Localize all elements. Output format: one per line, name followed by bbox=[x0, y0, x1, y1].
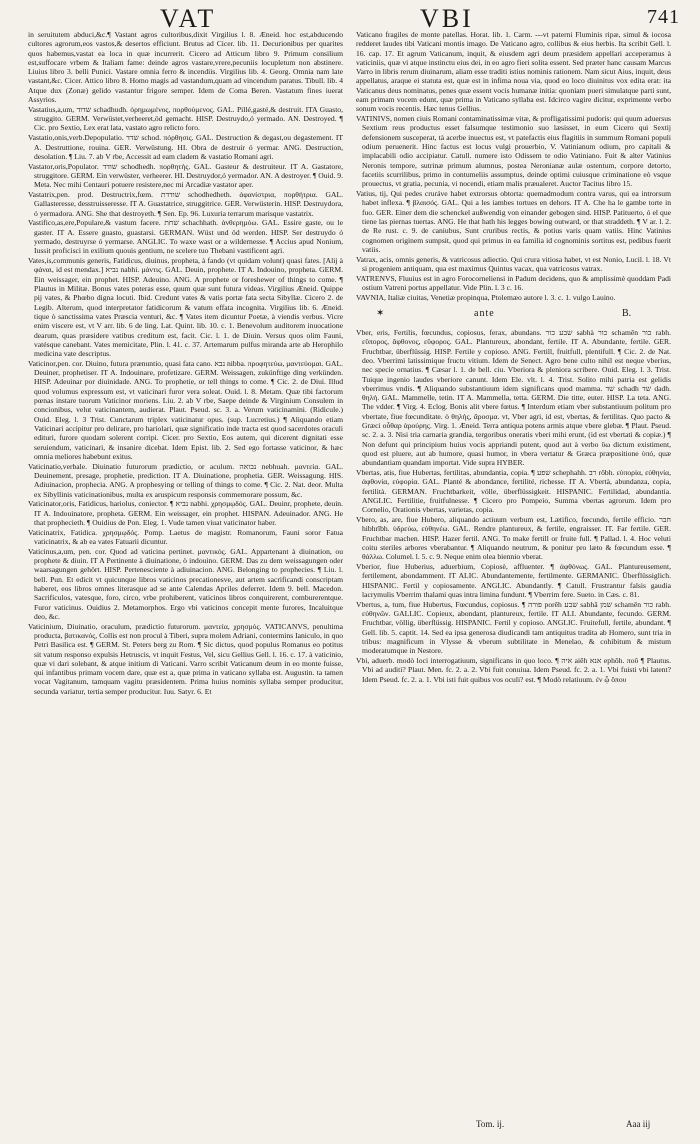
header-right-word: VBI bbox=[420, 4, 474, 33]
entry-paragraph: Vates,is,communis generis, Fatidicus, diuinus, propheta, à fando (vt quidam volunt) quasi fates. [Alij à φάναι, id est mendax.] נביא nabhi. μάντις. GAL. Deuin, prophete. IT A. Indouino, propheta. GERM. Ein weissager, ein prophet. HISP. Adeuino. ANG. A prophete or foreshewer of things to come. ¶ Plautus in Militæ. Bonus vates poteras esse, quum quæ sunt futura videas. Virgilius Æneid. Quippe pij vates, & Phœbo digna locuti. Ibid. Credunt vates & vatis portæ fata secta Sibyllæ. Cicero 2. de Legib. Alterum, quod interpretator fatidicorum & vatum effata incognita. Virgilius lib. 6. Æneid. tique ò sanctissima vates Præscia venturi, &c. ¶ Vates item dicuntur Poetæ, à viendis verbus. Vicre enim viscere est, vt V arr. lib. 6 de ling. Lat. Quint. lib. 10. c. 1. Benevolum auditorem inuocatione dearum, quas præsidere vatibus creditum est, facit. Cic. l. 1. de Diuin. Versus quos olim Fauni, vatésque canebant. Vates memicitate, Plin. l. 41. c. 37. Artemarum pulfus miranda arte ab Herophilo medicina vate descriptus. bbox=[28, 256, 343, 359]
entry-paragraph: VAVNIA, Italiæ ciuitas, Venetiæ propinqua, Ptolemæo autore l. 3. c. 1. vulgo Lauino. bbox=[356, 292, 616, 302]
entry-paragraph: Vbertus, a, tum, fiue Hubertus, Fœcundus, copiosus. ¶ פורה porêh שבע sabhâ שמן schamên כור rabh. εὐθηνῶν. GALLIC. Copieux, abondant, plantureux, fertile. IT ALI. Abundante, fecundo. GERM. Fruchtbar, völlig, überflüssig. HISPANIC. Fertil y copioso. ANGLIC. Fruitefull, fertile, abundant. ¶ Gell. lib. 5. captit. 14. Sed ea ipsa generosa diudicandi tam antiquitus tradita ab Homero, sunt tria in tribus: magnificum in Vlysse & vberum subtilitate in Menelao, & cohibitum & mistum moderatumque in Nestore. bbox=[356, 599, 671, 656]
header-left-word: VAT bbox=[160, 4, 217, 33]
entry-paragraph: Vaticinor,pen. cor. Diuino, futura prænuntio, quasi fata cano. נבא nibba. προφητεύω, μαντεύομαι. GAL. Deuiner, prophetiser. IT A. Indouinare, profetizare. GERM. Weissagen, zukünftige ding verkünden. HISP. Adeuinar por diuinidade. ANG. To prophetie, or tell things to come. ¶ Cic. 2. de Diui. Illud quod volumus expressum est, vt vaticinari furor vera soleat. Ouid. l. 8. Metam. Quæ tibi factorum pœnas instare tuorum Vaticinor moriens. Liu. 2. ab V rbe, Saepe deinde & Virginium Consulem in concionibus, velut vaticinantem, audierat. Plaut. Pseud. sc. 3. a. Verum vaticinamini. (Ridicule.) Ouid. Eleg. l. 3 Trist. Cunctarum triplex vaticinatur opus. (sup. Lucretius.) ¶ Aliquando etiam Vaticinari accipitur pro delirare, pro hariolari, quæ significatio inde tracta est quod sacerdotes oraculi edituri, furore quodam solerent corripi. Cicer. pro Sextio, Eos autem, qui dicerent dignitati esse seruiendum, vaticinari, & insanire dicebat. Idem Epist. lib. 2. Sed ego fortasse vaticinor, & hæc omnia meliores habebunt exitus. bbox=[28, 358, 343, 461]
right-column bbox=[356, 30, 671, 1120]
entry-paragraph: Vastatrix,pen. prod. Destructrix,fœm. שודדת schodhedheth. ἀφανίστρια, πορθήτρια. GAL. Gallasteresse, desstruisseresse. IT A. Guastatrice, struggitrice. GER. Verwüsterin. HISP. Destruydora, ó yermadora. ANG. She that destroyeth. ¶ Sen. Ep. 96. Luxuria terrarum marisque vastatrix. bbox=[28, 190, 343, 218]
star-ornament-icon: ✶ bbox=[376, 308, 385, 320]
section-heading-letter: B. bbox=[622, 308, 632, 320]
entry-paragraph: Vastifico,as,ere,Populare,& vastum facere. שחת schachhath. ἀνθερημόω. GAL. Essire gaste, ou le gaster. IT A. Essere guasto, guastarsi. GERMAN. Wüst und öd werden. HISP. Ser destruydo ó yermado, destruyrse ó yermarse. ANGLIC. To waxe wast or a wildernesse. ¶ Accius apud Nonium, Iussit proficisci in exilium quouis gentium, ne scelere tuo Thebani vastificent agri. bbox=[28, 218, 343, 256]
entry-paragraph: Vastator,oris,Populator. שודד schodhedh. πορθητής. GAL. Gasteur & destruiteur. IT A. Gastatore, struggitore. GERM. Ein verwüster, verheerer. HI. Destruydor,ó yermador. AN. A destroyer. ¶ Ouid. 9. Meta. Nec mihi Centauri potuere resistere,nec mi Arcadiæ vastator aper. bbox=[28, 161, 343, 190]
signature-mark: Aaa iij bbox=[626, 1119, 651, 1129]
entry-paragraph: Vaticinium, Diuinatio, oraculum, prædictio futurorum. μαντεία, χρησμός. VATICANVS, penultima producta, βατικανός, Collis est non procul à Tiberi, supra molem Adriani, contermins Ianiculo, in quo Petri Basilica est. ¶ GERM. St. Peters berg zu Rom. ¶ Sic dictus, quod populus Romanus eo potitus sit vatum responso expulsis Hetruscis, vt inquit Festus, Vel, sicu Gellius Gell. l. 16. c. 17. à vaticinio, quæ vi dari solebant, & atque initium di Vaticani. Varro scribit Vaticanum deum in eo monte fuisse, qui infantibus primam vocem dare, quæ est a, quæ prima in vaticano syllaba est. Augustin. ta tamen vocat Vagitanum, tamquam vagitu præsidentem. Prima huius nominis syllaba semper producitur, secunda variatur, tertia semper producitur. Iuu. Satyr. 6. Et bbox=[28, 621, 343, 696]
entry-paragraph: Vbero, as, are, fiue Hubero, aliquando actiuum verbum est, Lætifico, fœcundo, fertile efficio. חבר hibhrîbh. ὑδρεύω, εὐθηνέω. GAL. Rendre plantureux, & fertile, engraisser. IT. Far fertile. GER. Fruchtbar machen. HISP. Hazer fertil. ANG. To make fertill or fruite full. ¶ Pallad. l. 4. Hoc veluti coitu steriles arbores vberabantur. ¶ Aliquando neutrum, & ponitur pro læto & fœcundum esse. ¶ θάλλω. Columel. l. 5. c. 9. Neque enim olea biennio vberat. bbox=[356, 515, 671, 562]
entry-paragraph: Vastatius,a,um, שדוד schadhudh. ὀρημωμένος, πορθούμενος. GAL. Pillé,gasté,& destruit. ITA Guasto, struggito. GERM. Verwüstet,verheeret,öd gemacht. HISP. Destruydo,ó yermado. AN. Destroyed. ¶ Cic. pro Sextio, Lex erat lata, vastato agro relicto foro. bbox=[28, 104, 343, 133]
entry-paragraph: Vaticinatrix, Fatidica. χρησμῳδός. Pomp. Laetus de magistr. Romanorum, Fauni soror Fatua vaticinatrix, & ab ea vates Fatuarii dicuntur. bbox=[28, 527, 343, 547]
volume-label: Tom. ij. bbox=[476, 1119, 505, 1129]
entry-paragraph: Vaticinatio,verbale. Diuinatio futurorum prædictio, or aculum. נבואה nebhuah. μαντεία. GAL. Deuinement, presage, prophetie, prediction. IT A. Diuinatione, prophetia. GER. Weissagung. HIS. Adiuinacion, prophecia. ANG. A prophesying or telling of things to come. ¶ Cic. 2. Nat. deor. Multa ex Sibyllinis vaticinationibus, multa ex aruspicum responsis commemorare possum, &c. bbox=[28, 461, 343, 499]
section-heading-word: ante bbox=[474, 308, 495, 320]
entry-paragraph: VATINIVS, nomen ciuis Romani contaminatissimæ vitæ, & profligatissimi pudoris: qui quum aduersus Sextium reus productus esset falsumque testimonio suo læsisset, in eum Cicero qui Sextij defensionem susceperat, tà acerbe inuectus est, vt patefactis eius flagitiis in summum Romani populi odium peruenerit. Hinc factus est locus vulgi prouerbio, V. Vatinianum odium, pro capitali & implacabili odio accipiatur. Catull. numere isto Odissem te odio Vatiniano. Fuit & alter Vatinius Neronis tempore, sutrinæ primum alumnus, postea Neronianæ aulæ ostentum, corpore detorto, facetiis scurrilibus, primo in contumeliis assumptus, deinde optimi cuiusque criminatione eò vsque prouectus, vt gratia, pecunia, vi nocendi, etiam malis præualeret. Auctor Tacitus libro 15. bbox=[356, 114, 671, 189]
entry-paragraph: Vastatio,onis,verb.Depopulatio. שדד schod. πόρθησις. GAL. Destruction & degast,ou degastement. IT A. Destruttione, rouina. GER. Verwüstung. HI. Obra de destruir ó yermar. ANG. Destruction, desolation. ¶ Liu. 7. ab V rbe, Accessit ad eam cladem & vastatio Romani agri. bbox=[28, 133, 343, 161]
entry-paragraph: Vaticinus,a,um, pen. cor. Quod ad vaticina pertinet. μαντικός. GAL. Appartenant à diuination, ou prophete & diuin. IT A Pertinente à diuinatione, ò indouino. GERM. Das zu dem weissagungen oder waarsagungen gehört. HISP. Pertenesciente à adiuinacion. ANG. Belonging to prophecies. ¶ Liu. l. bell. Pun. Et edicit vt quicunque libros vaticinos precationesve, aut artem sacrificandi conscriptam haberet, eos libros omnes literasque ad se ante Calendas Apriles deferret. Idem 9. bell. Macedon. Sacrificulos, vatesque, foro, circo, vrbe prohiberent, vaticinos libros conquirerent, comburerentque. Furor vaticinus. Ouidius 2. Metamorphos. Ergo vbi vaticinos concepit mente furores, Incaluitque deo, &c. bbox=[28, 546, 343, 621]
entry-paragraph: Vaticano fragiles de monte patellas. Horat. lib. 1. Carm. ---vt paterni Fluminis ripæ, simul & iocosa redderet laudes tibi Vaticani montis imago. De Vaticano agro, collibus & eius herbis. Ita scribit Gell. l. 16. cap. 17. Et agrum Vaticanum, inquit, & eiusdem agri deum præsidem appellari acceperamus à vaticiniis, quæ vi atque instinctu eius dei, in eo agro fieri solita essent. Sed præter hanc causam Marcus Varro in libris rerum diuinarum, aliam esse traditi istius nominis rationem. Nam sicut Aius, inquit, deus appellatus, araque ei statuta est, quæ est in infima noua via, quod eo loco diuinitus vox edita erat: ita Vaticanus deus nominatus, penes quæ essent vocis humanæ initia: quoniam pueri simulatque parti sunt, eam primam vocem edunt, quæ prima in Vaticano syllaba est. Idcirco vagire dicitur, exprimente verbo sonum vocis recentis. Hæc tenus Gellius. bbox=[356, 30, 671, 114]
entry-paragraph: Vbertas, atis, fiue Hubertas, fertilitas, abundantia, copia. ¶ שפע schephahh. רב rôbh. εὐπορία, εὐθηνία, ἀφθονία, εὐφορία. GAL. Planté & abondance, fertilité, richesse. IT A. Vbertà, abundanza, copia, fertilità. GERMAN. Fruchtbarkeit, völle, überflüssigkeit. HISPANIC. Fertilidad, abundantia. ANGLIC. Fertilitie, fruitfulnesse. ¶ Cicero pro Pompeio, Summa vbertas agrorum. Idem pro Cornelio, Orationis vbertas, varietas, copia. bbox=[356, 468, 671, 515]
left-column bbox=[28, 30, 343, 1120]
entry-paragraph: Vatius, tij, Qui pedes cruráve habet extrorsus obtorta: quemadmodum contra varus, qui ea introrsum habet inflexa. ¶ βλαισός. GAL. Qui a les iambes tortues en dehors. IT A. Che ha le gambe torte in fuo. GER. Einer dem die schenckel außwendig von einander gebogen sind. HISP. Patituerto, ó el que tiene las piernas tuertas. ANG. He that hath his legges bowing outward, or that straddeth. ¶ V ar. l. 2. de Re rust. c. 9. de caniubus, Sunt cruribus rectis, & potius varis quam vatiis. Hinc Vatinius cognomen originem sumpsit, quod qui primus in ea familia id cognominis sortitus est, pedibus fuerit vatiis. bbox=[356, 189, 671, 254]
running-header bbox=[20, 4, 680, 33]
entry-paragraph: Vbi, aduerb. modò loci interrogatiuum, significans in quo loco. ¶ איה aiêh אנא ephôh. ποῦ ¶ Plautus. Vbi ad auditi? Plaut. Men. fc. 2. a. 2. Vbi fuit conuiua. Idem Pseud. fc. 2. a. 1. Vbi fuisti vbi latent? Idem Pseud. fc. 2. a. 1. Vbi isti fuit quibus vos oculi? est. ¶ Modò relatiuum. ἐν ᾧ ὅπου bbox=[356, 656, 671, 684]
entry-paragraph: Vaticinator,oris, Fatidicus, hariolus, coniector. ¶ נביא nabhi. χρησμῳδός. GAL. Deuinr, prophete, deuin. IT A. Indouinatore, propheta. GERM. Ein weissager, ein prophet. HISPAN. Adeuinador. ANG. He that prophecieth. ¶ Ouidius de Pon. Eleg. 1. Vude tamen viuat vaticinator haber. bbox=[28, 499, 343, 527]
entry-paragraph: Vberior, fiue Huberius, aduerbium, Copiosè, affluenter. ¶ ἀφθόνως. GAL. Plantureusement, fertilement, abondamment. IT ALIC. Abundantemente, fertilmente. GERMANIC. Überflüssiglich. HISPANIC. Fertil y copiosamente. ANGLIC. Abundantly. ¶ Catull. Frustrantur falsis gaudia lacrymulis Vberrim thalami quas intra limina fundunt. ¶ Vberrim fere. Sueto. in Cæs. c. 81. bbox=[356, 562, 671, 599]
entry-paragraph: Vber, eris, Fertilis, fœcundus, copiosus, ferax, abundans. שבע כור sabhà כור schamên כור rabh. εὔπορος, ἄφθονος, εὔφορος. GAL. Plantureux, abondant, fertile. IT A. Abundante, fertile. GER. Fruchtbar, überflüssig. HISP. Fertile y copioso. ANG. Fertill, fruitfull, plentifull. ¶ Cic. 2. de Nat. deo. Vberrimi latissimique fructu vitium. Idem de Senect. Agro bene culto nihil est neque vberius, nec specie ornatius. ¶ Cæsar l. 1. de bell. ciu. Vberiora & pleniora scribere. Ouid. Eleg. l. 3. Trist. Tuique ingenio laudes vberiore canunt. Idem Ele. vlt. l. 4. Trist. Solito mihi patria est gelidis vberrimus vndis. ¶ Aliquando substantiuum idem significans quod mamma. שד schadh שד dadh. θηλή. GAL. Mammelle, tetin. IT A. Mammella, tetta. GERM. Die titte, euter. HISP. La teta. ANG. The vdder. ¶ Virg. 4. Eclog. Bonis alit vbere fœtus. ¶ Interdum etiam vber substantiuum politum pro vbertate, fiue fœcunditate. ὁ θηλής, ἄροσμα. vt, Vber agri, id est, vbertas, & fertilitas. Quo pacto & Græci οὖθαρ ἀρούρης. Virg. 1. Æneid. Terra antiqua potens armis atque vbere glebæ. ¶ Plaut. Pseud. sc. 2. a. 3. Nisi tria carnaria grandia, tergoribus oneratis vberi mihi erunt, (id est vbertati & copiæ.) ¶ Non defunt qui principium huius vocis appriandi putent, quod aut à verbo ὕω dictum existiment, quod est pluere, aut ab humore, quasi humor, in vbera vertatur & Græca præpositione ὑπό, quæ abundantiam quandam importat. Vide supra HYBER. bbox=[356, 328, 671, 468]
section-heading bbox=[356, 308, 671, 324]
page-footer bbox=[356, 1119, 671, 1133]
entry-paragraph: Vatrax, acis, omnis generis, & vatricosus adiectio. Qui crura vitiosa habet, vt est Nonio, Lucil. l. 18. Vt si progeniem antiquam, qua est maximus Quintus vacax, qua vatricosus vatrax. bbox=[356, 254, 671, 273]
page-number: 741 bbox=[647, 6, 680, 28]
entry-paragraph: in seruitutem abduci,&c.¶ Vastant agros cultoribus,dixit Virgilius l. 8. Æneid. hoc est,abducendo cultores agrorum,eos vastos,& desertos efficiunt. Brutus ad Cicer. lib. 11. Decurionibus per quarites quos habemus,vastat ea loca in quæ incurrerit. Cicero ad Atticum libro 9. Primum consilium est,suffocare vrbem & Italiam fame: deinde agros vastare,vrere,pecuniis locupletum non abstinere. Liuius libro 3. belli Punici. Vastare omnia ferro & incendiis. Virgilius lib. 4. Georg. Omnia nam late vastant,&c. Cicer. Attico libro 8. Homo magis ad vastandum,quam ad vincendum paratus. Tibull. lib. 4 Atque dux (Zonæ) gelido vastantur frigore semper. Idem de Coma Beren. Vastatum fines iuerat Assyrios. bbox=[28, 30, 343, 105]
entry-paragraph: VATRENVS, Fluuius est in agro Forocorneliensi in Padum decidens, quo & amplissimè quoddam Padi ostium Vatreni portus appellatur. Vide Plin. l. 3 c. 16. bbox=[356, 273, 671, 293]
